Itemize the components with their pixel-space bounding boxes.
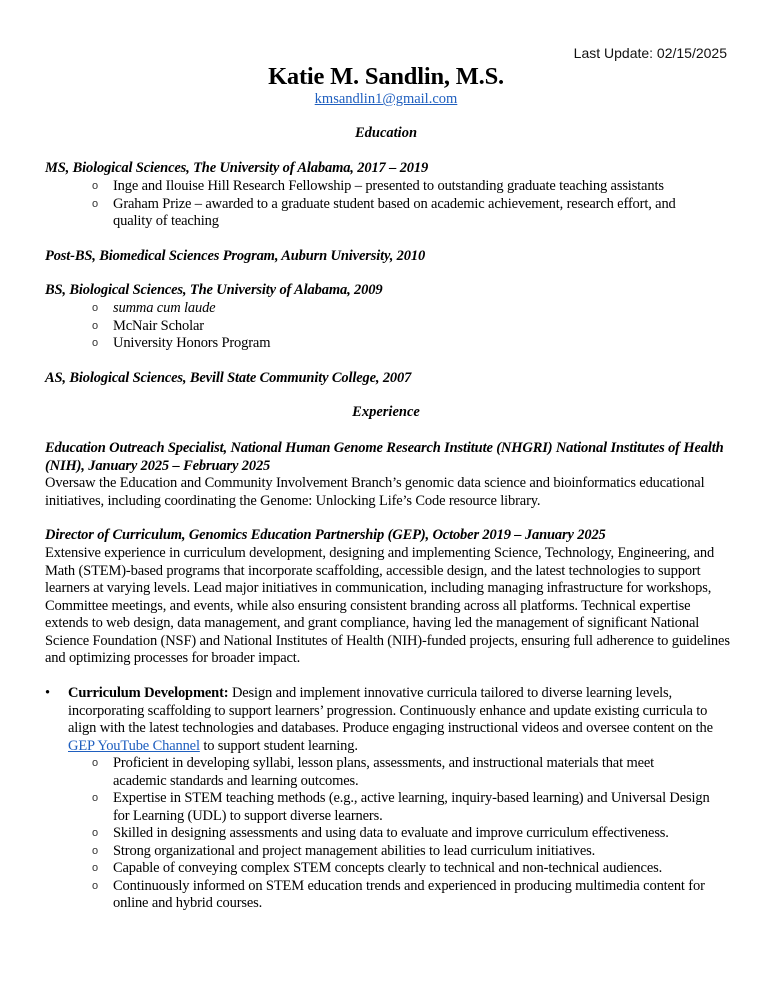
hollow-bullet-icon: o [92, 862, 98, 874]
hollow-bullet-icon: o [92, 827, 98, 839]
list-item: o Skilled in designing assessments and using data to evaluate and improve curriculum effectiveness. [92, 825, 669, 841]
experience-section-title: Experience [352, 404, 420, 420]
education-heading-ms: MS, Biological Sciences, The University of Alabama, 2017 – 2019 [45, 160, 429, 176]
list-item: o Continuously informed on STEM education trends and experienced in producing multimedia content for online and hybrid courses. [92, 877, 705, 911]
hollow-bullet-icon: o [92, 180, 98, 192]
hollow-bullet-icon: o [92, 197, 98, 210]
hollow-bullet-icon: o [92, 757, 98, 769]
education-heading-bs: BS, Biological Sciences, The University of Alabama, 2009 [45, 282, 383, 298]
hollow-bullet-icon: o [92, 319, 98, 332]
bullet-icon: • [45, 685, 51, 701]
hollow-bullet-icon: o [92, 844, 98, 857]
list-item: o Expertise in STEM teaching methods (e.g., active learning, inquiry-based learning) and Universal Design for Learning (UDL) to support diverse learners. [92, 790, 710, 824]
hollow-bullet-icon: o [92, 879, 98, 892]
bs-honors-list [45, 300, 735, 353]
hollow-bullet-icon: o [92, 792, 98, 804]
experience-heading-nhgri: Education Outreach Specialist, National Human Genome Research Institute (NHGRI) National Institutes of Health (NIH), January 2025 – February 2025 [45, 440, 724, 474]
hollow-bullet-icon: o [92, 302, 98, 314]
curriculum-development-text: Curriculum Development: Design and implement innovative curricula tailored to diverse learning levels, incorporating scaffolding to support learners’ progression. Continuously enhance and update existing curricula to align with the latest technologies and databases. Produce engaging instructional videos and oversee content on the GEP YouTube Channel to support student learning. [68, 685, 713, 754]
last-update-date: Last Update: 02/15/2025 [573, 45, 727, 61]
gep-youtube-channel-link[interactable]: GEP YouTube Channel [68, 737, 200, 754]
education-heading-postbs: Post-BS, Biomedical Sciences Program, Auburn University, 2010 [45, 248, 426, 264]
list-item: o University Honors Program [92, 335, 271, 351]
candidate-name: Katie M. Sandlin, M.S. [268, 63, 504, 90]
curriculum-development-bullet [45, 685, 735, 755]
list-item: o summa cum laude [92, 300, 216, 316]
education-heading-as: AS, Biological Sciences, Bevill State Community College, 2007 [45, 370, 412, 386]
experience-description-gep: Extensive experience in curriculum development, designing and implementing Science, Technology, Engineering, and Math (STEM)-based programs that incorporate scaffolding, accessible design, and the latest technologies to support learners at varying levels. Lead major initiatives in communication, including managing infrastructure for workshops, Committee meetings, and events, while also ensuring consistent branding across all platforms. Technical expertise extends to web design, data management, and grant compliance, having led the management of significant National Science Foundation (NSF) and National Institutes of Health (NIH)-funded projects, ensuring full adherence to guidelines and optimizing processes for broader impact. [45, 545, 730, 666]
list-item: o Capable of conveying complex STEM concepts clearly to technical and non-technical audiences. [92, 860, 663, 876]
list-item: o Proficient in developing syllabi, lesson plans, assessments, and instructional materials that meet academic standards and learning outcomes. [92, 755, 655, 789]
list-item: o Strong organizational and project management abilities to lead curriculum initiatives. [92, 842, 596, 859]
list-item: o McNair Scholar [92, 317, 204, 334]
list-item: o Graham Prize – awarded to a graduate student based on academic achievement, research effort, and quality of teaching [92, 195, 676, 229]
list-item: o Inge and Ilouise Hill Research Fellowship – presented to outstanding graduate teaching assistants [92, 178, 664, 194]
email-link[interactable]: kmsandlin1@gmail.com [314, 91, 458, 107]
curriculum-skills-list [45, 755, 735, 913]
curriculum-development-label: Curriculum Development: [68, 685, 229, 701]
experience-description-nhgri: Oversaw the Education and Community Involvement Branch’s genomic data science and bioinformatics educational initiatives, including coordinating the Genome: Unlocking Life’s Code resource library. [45, 475, 705, 509]
email-line [0, 91, 772, 108]
hollow-bullet-icon: o [92, 337, 98, 349]
ms-honors-list [45, 178, 735, 231]
experience-heading-gep: Director of Curriculum, Genomics Education Partnership (GEP), October 2019 – January 2025 [45, 527, 606, 543]
education-section-title: Education [354, 125, 418, 141]
